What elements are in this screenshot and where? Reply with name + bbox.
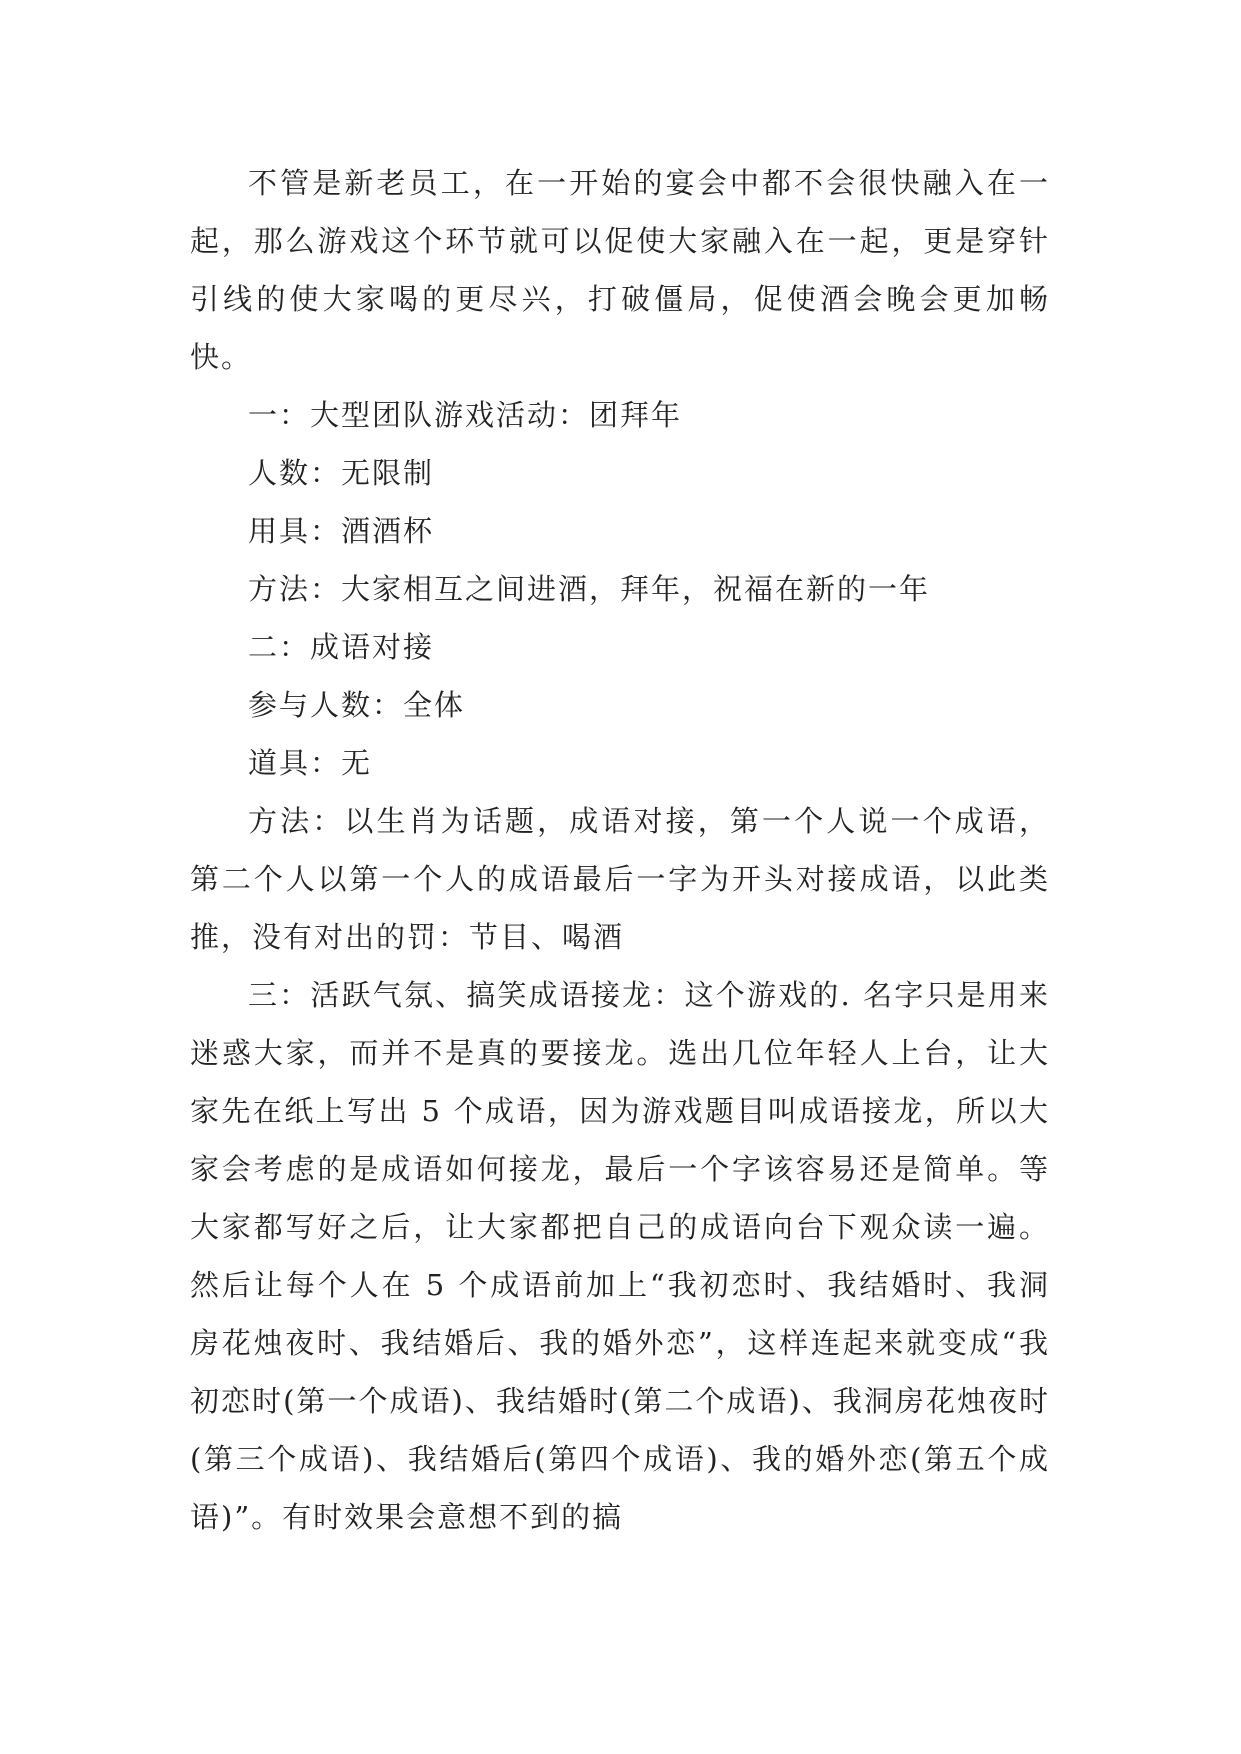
section-3-description: 三：活跃气氛、搞笑成语接龙：这个游戏的. 名字只是用来迷惑大家，而并不是真的要接龙。选出几位年轻人上台，让大家先在纸上写出 5 个成语，因为游戏题目叫成语接龙，所以大家会考虑的是成语如何接龙，最后一个字该容易还是简单。等大家都写好之后，让大家都把自己的成语向台下观众读一遍。然后让每个人在 5 个成语前加上“我初恋时、我结婚时、我洞房花烛夜时、我结婚后、我的婚外恋”，这样连起来就变成“我初恋时(第一个成语)、我结婚时(第二个成语)、我洞房花烛夜时(第三个成语)、我结婚后(第四个成语)、我的婚外恋(第五个成语)”。有时效果会意想不到的搞 xyxy=(190,978,1050,1534)
document-body xyxy=(190,154,1050,1546)
section-2-heading: 二：成语对接 xyxy=(248,630,435,664)
section-2-participants: 参与人数：全体 xyxy=(248,688,466,722)
section-2-method: 方法：以生肖为话题，成语对接，第一个人说一个成语，第二个人以第一个人的成语最后一字为开头对接成语，以此类推，没有对出的罚：节目、喝酒 xyxy=(190,804,1050,954)
section-1-props: 用具：酒酒杯 xyxy=(248,514,435,548)
section-1-heading: 一：大型团队游戏活动：团拜年 xyxy=(248,398,683,432)
paragraph-intro: 不管是新老员工，在一开始的宴会中都不会很快融入在一起，那么游戏这个环节就可以促使大家融入在一起，更是穿针引线的使大家喝的更尽兴，打破僵局，促使酒会晚会更加畅快。 xyxy=(190,166,1050,374)
section-1-method: 方法：大家相互之间进酒，拜年，祝福在新的一年 xyxy=(248,572,931,606)
section-1-participants: 人数：无限制 xyxy=(248,456,435,490)
section-2-props: 道具：无 xyxy=(248,746,373,780)
